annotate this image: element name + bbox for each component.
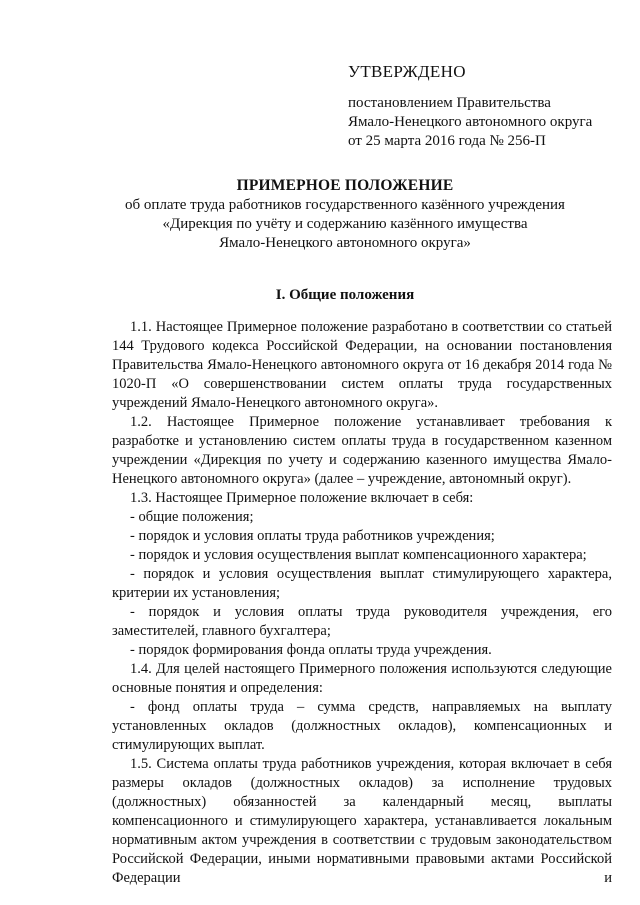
list-item: - порядок и условия оплаты труда работников учреждения; [130, 528, 495, 544]
approval-title: УТВЕРЖДЕНО [348, 62, 466, 81]
paragraph: 1.4. Для целей настоящего Примерного положения используются следующие основные понятия и определения: [112, 661, 612, 696]
document-subtitle-line: Ямало-Ненецкого автономного округа» [219, 235, 471, 251]
document-subtitle-line: об оплате труда работников государственного казённого учреждения [125, 197, 565, 213]
paragraph: 1.1. Настоящее Примерное положение разработано в соответствии со статьей 144 Трудового кодекса Российской Федерации, на основании постановления Правительства Ямало-Ненецкого автономного округа от 16 декабря 2014 года № 1020-П «О совершенствовании систем оплаты труда государственных учреждений Ямало-Ненецкого автономного округа». [112, 319, 612, 411]
list-item: - общие положения; [130, 509, 254, 525]
approval-stamp [348, 62, 628, 151]
list-item: - порядок и условия осуществления выплат компенсационного характера; [130, 547, 587, 563]
section-heading: I. Общие положения [275, 287, 415, 303]
paragraph: 1.3. Настоящее Примерное положение включает в себя: [130, 490, 474, 506]
approval-line: от 25 марта 2016 года № 256-П [348, 133, 546, 149]
approval-line: постановлением Правительства [348, 95, 551, 111]
document-subtitle-line: «Дирекция по учёту и содержанию казённого имущества [162, 216, 528, 232]
approval-line: Ямало-Ненецкого автономного округа [348, 114, 593, 130]
section-body [112, 318, 612, 888]
document-title-main: ПРИМЕРНОЕ ПОЛОЖЕНИЕ [236, 177, 454, 194]
list-item: - порядок и условия осуществления выплат стимулирующего характера, критерии их установления; [112, 566, 612, 601]
list-item: - порядок и условия оплаты труда руководителя учреждения, его заместителей, главного бухгалтера; [112, 604, 612, 639]
paragraph: 1.5. Система оплаты труда работников учреждения, которая включает в себя размеры окладов (должностных окладов) за исполнение трудовых (должностных) обязанностей за календарный месяц, выплаты компенсационного и стимулирующего характера, устанавливается локальным нормативным актом учреждения в соответствии с трудовым законодательством Российской Федерации, иными нормативными правовыми актами Российской Федерации и [112, 756, 612, 886]
list-item: - фонд оплаты труда – сумма средств, направляемых на выплату установленных окладов (должностных окладов), компенсационных и стимулирующих выплат. [112, 699, 612, 753]
paragraph: 1.2. Настоящее Примерное положение устанавливает требования к разработке и установлению систем оплаты труда в государственном казенном учреждении «Дирекция по учету и содержанию казенного имущества Ямало-Ненецкого автономного округа» (далее – учреждение, автономный округ). [112, 414, 612, 487]
list-item: - порядок формирования фонда оплаты труда учреждения. [130, 642, 492, 658]
document-title [60, 176, 630, 253]
